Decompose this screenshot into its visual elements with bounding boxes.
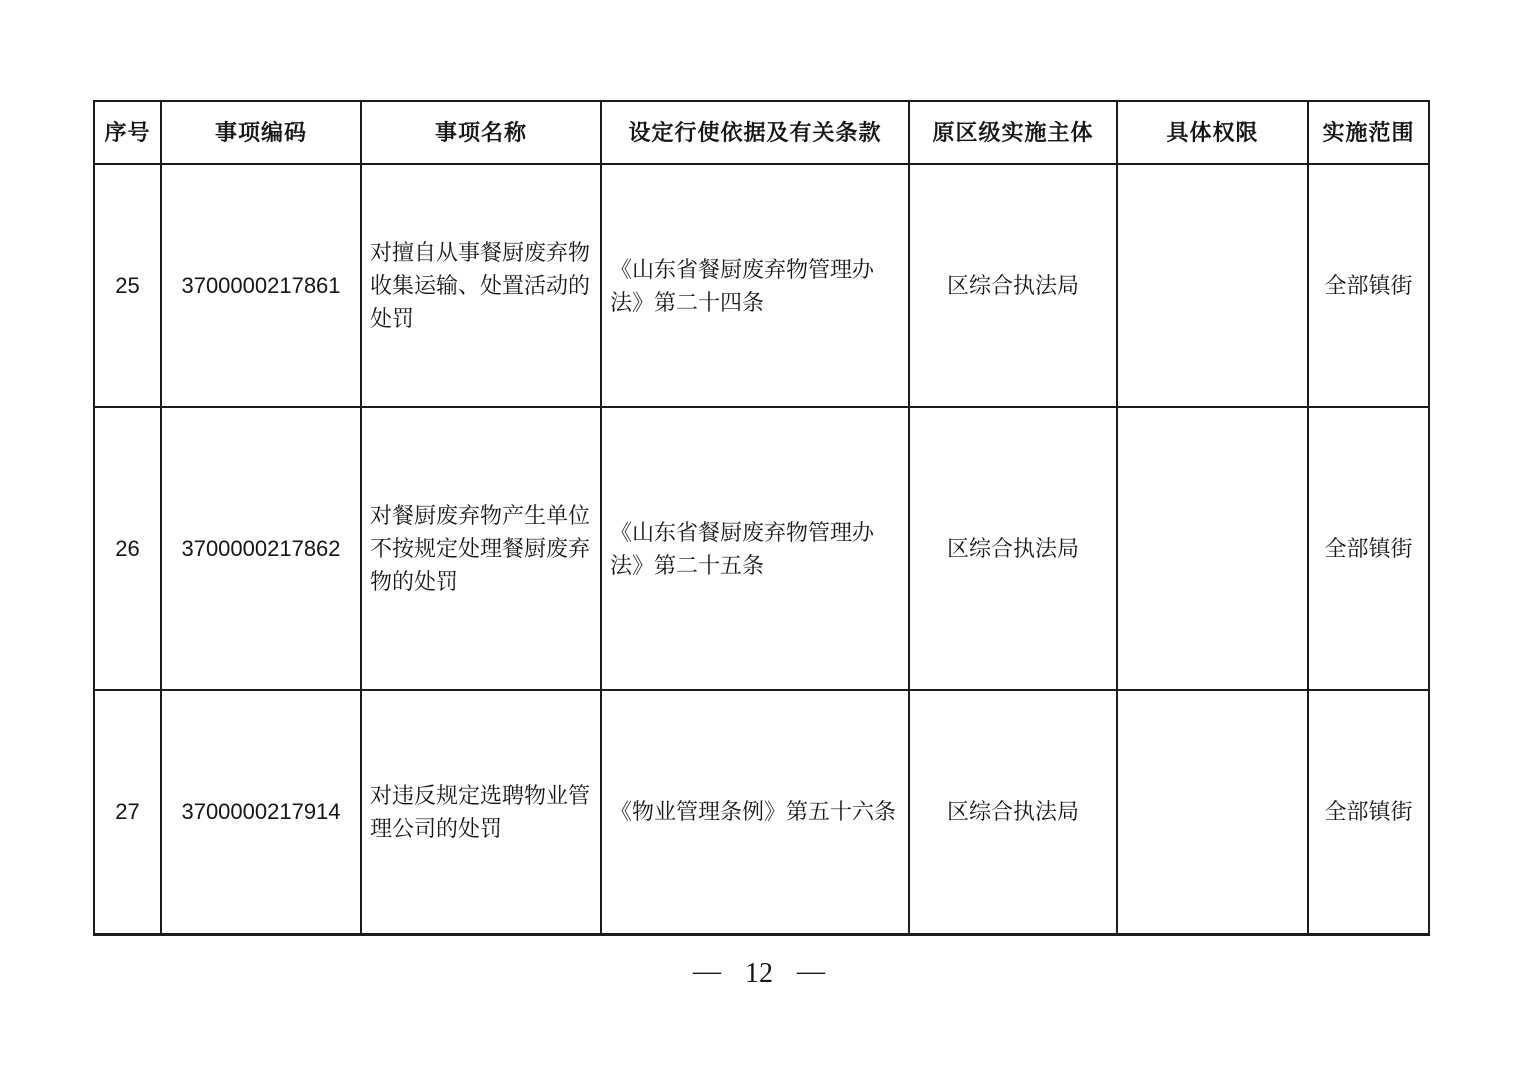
cell-name: 对餐厨废弃物产生单位不按规定处理餐厨废弃物的处罚 (361, 407, 601, 690)
cell-code: 3700000217862 (161, 407, 361, 690)
cell-seq: 25 (94, 164, 161, 407)
header-seq: 序号 (94, 101, 161, 164)
header-scope: 实施范围 (1308, 101, 1429, 164)
table-header-row (94, 101, 1429, 164)
cell-code: 3700000217861 (161, 164, 361, 407)
header-basis: 设定行使依据及有关条款 (601, 101, 909, 164)
header-name: 事项名称 (361, 101, 601, 164)
cell-name: 对违反规定选聘物业管理公司的处罚 (361, 690, 601, 934)
cell-implementer: 区综合执法局 (909, 407, 1117, 690)
cell-seq: 26 (94, 407, 161, 690)
header-code: 事项编码 (161, 101, 361, 164)
cell-basis: 《物业管理条例》第五十六条 (601, 690, 909, 934)
table-row (94, 407, 1429, 690)
cell-authority (1117, 164, 1308, 407)
cell-scope: 全部镇街 (1308, 164, 1429, 407)
header-implementer: 原区级实施主体 (909, 101, 1117, 164)
cell-name: 对擅自从事餐厨废弃物收集运输、处置活动的处罚 (361, 164, 601, 407)
page-number: 12 (745, 958, 773, 989)
cell-seq: 27 (94, 690, 161, 934)
cell-authority (1117, 407, 1308, 690)
page-footer (0, 958, 1518, 990)
cell-basis: 《山东省餐厨废弃物管理办法》第二十五条 (601, 407, 909, 690)
footer-dash-left: — (693, 956, 721, 987)
footer-dash-right: — (797, 956, 825, 987)
cell-code: 3700000217914 (161, 690, 361, 934)
cell-authority (1117, 690, 1308, 934)
cell-scope: 全部镇街 (1308, 690, 1429, 934)
cell-scope: 全部镇街 (1308, 407, 1429, 690)
delegation-items-table (93, 100, 1430, 936)
cell-implementer: 区综合执法局 (909, 164, 1117, 407)
header-authority: 具体权限 (1117, 101, 1308, 164)
table-row (94, 164, 1429, 407)
table-row (94, 690, 1429, 934)
cell-implementer: 区综合执法局 (909, 690, 1117, 934)
cell-basis: 《山东省餐厨废弃物管理办法》第二十四条 (601, 164, 909, 407)
